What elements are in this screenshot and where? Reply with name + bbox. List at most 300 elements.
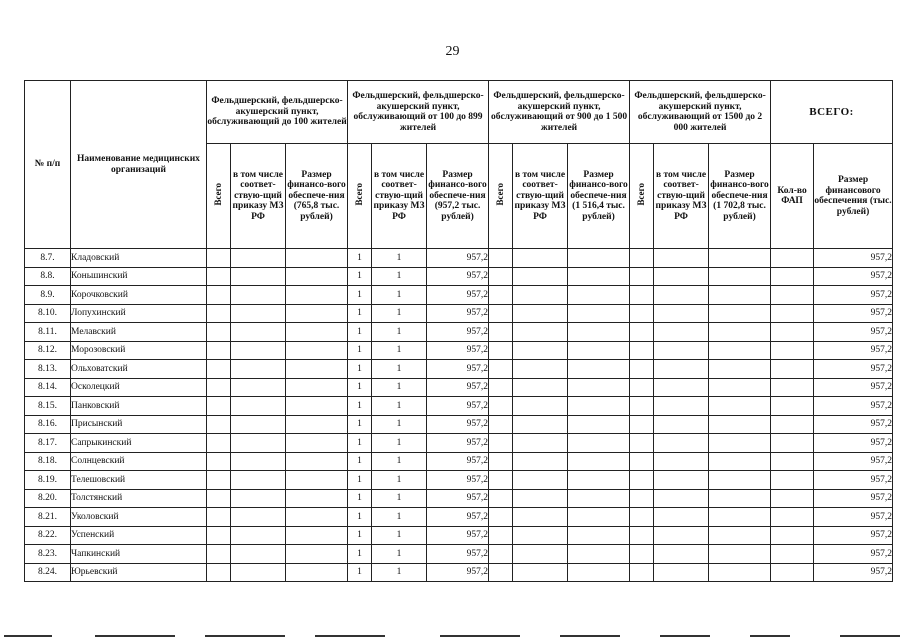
cell-org-name: Панковский <box>71 397 207 416</box>
cell-g1-total <box>207 452 231 471</box>
cell-g4-financing <box>709 415 771 434</box>
cell-g1-including <box>231 526 286 545</box>
cell-g1-total <box>207 378 231 397</box>
cell-g3-financing <box>568 545 630 564</box>
cell-g1-financing <box>286 452 348 471</box>
cell-g2-financing: 957,2 <box>427 286 489 305</box>
cell-g3-financing <box>568 267 630 286</box>
header-sub-financing-3: Размер финансо-вого обеспече-ния (1 516,4 тыс. рублей) <box>568 144 630 249</box>
cell-total-financing: 957,2 <box>814 341 893 360</box>
header-sub-including-3: в том числе соответ-ствую-щий приказу МЗ РФ <box>513 144 568 249</box>
cell-g1-including <box>231 341 286 360</box>
cell-g3-total <box>489 378 513 397</box>
cell-g3-financing <box>568 341 630 360</box>
cell-g4-including <box>654 267 709 286</box>
cell-g1-total <box>207 304 231 323</box>
cell-g3-including <box>513 545 568 564</box>
cell-g1-financing <box>286 360 348 379</box>
cell-total-financing: 957,2 <box>814 378 893 397</box>
cell-g3-including <box>513 471 568 490</box>
cell-g4-including <box>654 545 709 564</box>
cell-g4-total <box>630 415 654 434</box>
header-total-count: Кол-во ФАП <box>771 144 814 249</box>
cell-g1-total <box>207 341 231 360</box>
cell-g4-including <box>654 471 709 490</box>
header-sub-total-3: Всего <box>489 144 513 249</box>
cell-g3-financing <box>568 434 630 453</box>
cell-total-count <box>771 526 814 545</box>
cell-g3-financing <box>568 563 630 582</box>
cell-g2-financing: 957,2 <box>427 563 489 582</box>
cell-g4-including <box>654 341 709 360</box>
cell-org-name: Уколовский <box>71 508 207 527</box>
cell-g4-total <box>630 323 654 342</box>
footer-rule <box>205 635 285 637</box>
cell-g3-financing <box>568 397 630 416</box>
cell-g3-total <box>489 360 513 379</box>
cell-g2-total: 1 <box>348 267 372 286</box>
cell-g1-including <box>231 471 286 490</box>
cell-g2-including: 1 <box>372 397 427 416</box>
cell-g2-financing: 957,2 <box>427 378 489 397</box>
cell-row-number: 8.17. <box>25 434 71 453</box>
cell-org-name: Присынский <box>71 415 207 434</box>
cell-g1-including <box>231 563 286 582</box>
table-row <box>25 286 893 305</box>
cell-g4-financing <box>709 360 771 379</box>
header-org-name: Наименование медицинских организаций <box>71 81 207 249</box>
cell-g2-total: 1 <box>348 397 372 416</box>
cell-g2-total: 1 <box>348 360 372 379</box>
cell-g3-including <box>513 304 568 323</box>
cell-g3-total <box>489 563 513 582</box>
cell-total-count <box>771 471 814 490</box>
cell-g2-financing: 957,2 <box>427 360 489 379</box>
header-row-no: № п/п <box>25 81 71 249</box>
cell-g4-financing <box>709 434 771 453</box>
cell-total-count <box>771 304 814 323</box>
cell-row-number: 8.14. <box>25 378 71 397</box>
cell-total-financing: 957,2 <box>814 489 893 508</box>
cell-g2-financing: 957,2 <box>427 526 489 545</box>
cell-org-name: Коньшинский <box>71 267 207 286</box>
cell-g2-total: 1 <box>348 489 372 508</box>
cell-row-number: 8.7. <box>25 249 71 268</box>
cell-total-count <box>771 378 814 397</box>
cell-g1-financing <box>286 563 348 582</box>
cell-g2-including: 1 <box>372 471 427 490</box>
cell-g2-total: 1 <box>348 323 372 342</box>
cell-g3-including <box>513 249 568 268</box>
cell-total-count <box>771 286 814 305</box>
cell-org-name: Чапкинский <box>71 545 207 564</box>
cell-row-number: 8.22. <box>25 526 71 545</box>
cell-g1-including <box>231 267 286 286</box>
cell-g3-financing <box>568 249 630 268</box>
cell-total-count <box>771 508 814 527</box>
table-row <box>25 360 893 379</box>
cell-row-number: 8.8. <box>25 267 71 286</box>
cell-g2-including: 1 <box>372 489 427 508</box>
cell-g4-financing <box>709 545 771 564</box>
cell-g4-financing <box>709 286 771 305</box>
fap-financing-table <box>24 80 893 582</box>
table-row <box>25 452 893 471</box>
cell-g2-including: 1 <box>372 508 427 527</box>
cell-g3-financing <box>568 360 630 379</box>
cell-g1-financing <box>286 286 348 305</box>
cell-g1-financing <box>286 378 348 397</box>
cell-g4-including <box>654 526 709 545</box>
cell-g4-total <box>630 360 654 379</box>
cell-g4-financing <box>709 471 771 490</box>
cell-g3-including <box>513 508 568 527</box>
cell-g3-including <box>513 267 568 286</box>
cell-org-name: Корочковский <box>71 286 207 305</box>
cell-g4-including <box>654 397 709 416</box>
cell-total-count <box>771 563 814 582</box>
cell-g2-including: 1 <box>372 378 427 397</box>
cell-g1-total <box>207 563 231 582</box>
cell-g1-financing <box>286 434 348 453</box>
cell-g3-total <box>489 286 513 305</box>
cell-g1-total <box>207 323 231 342</box>
cell-g3-including <box>513 563 568 582</box>
cell-g4-financing <box>709 489 771 508</box>
header-group-4: Фельдшерский, фельдшерско-акушерский пункт, обслуживающий от 1500 до 2 000 жителей <box>630 81 771 144</box>
cell-g4-including <box>654 452 709 471</box>
cell-org-name: Кладовский <box>71 249 207 268</box>
cell-g2-total: 1 <box>348 471 372 490</box>
cell-g1-total <box>207 415 231 434</box>
cell-g1-financing <box>286 341 348 360</box>
cell-g2-including: 1 <box>372 563 427 582</box>
cell-g3-financing <box>568 526 630 545</box>
cell-g3-total <box>489 397 513 416</box>
cell-g3-financing <box>568 323 630 342</box>
cell-g3-including <box>513 323 568 342</box>
cell-org-name: Телешовский <box>71 471 207 490</box>
cell-total-financing: 957,2 <box>814 323 893 342</box>
cell-g2-including: 1 <box>372 526 427 545</box>
cell-g4-including <box>654 304 709 323</box>
cell-row-number: 8.20. <box>25 489 71 508</box>
cell-total-financing: 957,2 <box>814 434 893 453</box>
table-row <box>25 563 893 582</box>
cell-g1-financing <box>286 508 348 527</box>
cell-g3-including <box>513 434 568 453</box>
table-row <box>25 267 893 286</box>
cell-g1-including <box>231 452 286 471</box>
cell-g1-including <box>231 508 286 527</box>
cell-g4-total <box>630 563 654 582</box>
header-sub-financing-4: Размер финансо-вого обеспече-ния (1 702,8 тыс. рублей) <box>709 144 771 249</box>
cell-g4-financing <box>709 323 771 342</box>
cell-g3-including <box>513 360 568 379</box>
table-row <box>25 526 893 545</box>
header-sub-total-2: Всего <box>348 144 372 249</box>
footer-rule <box>95 635 175 637</box>
cell-g4-including <box>654 563 709 582</box>
cell-total-financing: 957,2 <box>814 452 893 471</box>
cell-row-number: 8.12. <box>25 341 71 360</box>
cell-g2-total: 1 <box>348 452 372 471</box>
cell-g4-total <box>630 434 654 453</box>
cell-g3-including <box>513 378 568 397</box>
header-group-1: Фельдшерский, фельдшерско-акушерский пункт, обслуживающий до 100 жителей <box>207 81 348 144</box>
cell-total-financing: 957,2 <box>814 267 893 286</box>
cell-g2-total: 1 <box>348 545 372 564</box>
cell-g3-financing <box>568 489 630 508</box>
header-sub-including-1: в том числе соответ-ствую-щий приказу МЗ РФ <box>231 144 286 249</box>
cell-g4-including <box>654 508 709 527</box>
header-sub-total-1: Всего <box>207 144 231 249</box>
cell-g4-including <box>654 415 709 434</box>
cell-total-financing: 957,2 <box>814 545 893 564</box>
cell-g2-financing: 957,2 <box>427 434 489 453</box>
cell-g2-total: 1 <box>348 304 372 323</box>
table-row <box>25 489 893 508</box>
cell-total-count <box>771 360 814 379</box>
cell-org-name: Сапрыкинский <box>71 434 207 453</box>
cell-g3-financing <box>568 415 630 434</box>
cell-row-number: 8.15. <box>25 397 71 416</box>
cell-g1-including <box>231 286 286 305</box>
cell-g3-total <box>489 267 513 286</box>
header-group-3: Фельдшерский, фельдшерско-акушерский пункт, обслуживающий от 900 до 1 500 жителей <box>489 81 630 144</box>
cell-total-count <box>771 397 814 416</box>
cell-g3-total <box>489 415 513 434</box>
cell-g4-total <box>630 304 654 323</box>
cell-org-name: Юрьевский <box>71 563 207 582</box>
cell-g3-financing <box>568 471 630 490</box>
cell-g1-total <box>207 526 231 545</box>
cell-total-count <box>771 415 814 434</box>
cell-g3-total <box>489 434 513 453</box>
cell-row-number: 8.19. <box>25 471 71 490</box>
cell-g3-total <box>489 452 513 471</box>
table-row <box>25 508 893 527</box>
cell-g2-financing: 957,2 <box>427 508 489 527</box>
footer-rule <box>560 635 620 637</box>
cell-org-name: Осколецкий <box>71 378 207 397</box>
cell-g4-total <box>630 286 654 305</box>
cell-g2-financing: 957,2 <box>427 323 489 342</box>
cell-g2-total: 1 <box>348 563 372 582</box>
cell-g4-total <box>630 545 654 564</box>
cell-total-count <box>771 341 814 360</box>
cell-row-number: 8.13. <box>25 360 71 379</box>
cell-g3-total <box>489 545 513 564</box>
cell-g3-including <box>513 397 568 416</box>
table-row <box>25 545 893 564</box>
cell-g4-financing <box>709 563 771 582</box>
cell-g4-total <box>630 341 654 360</box>
cell-g3-including <box>513 415 568 434</box>
table-row <box>25 471 893 490</box>
cell-g3-including <box>513 452 568 471</box>
cell-g1-total <box>207 249 231 268</box>
cell-row-number: 8.23. <box>25 545 71 564</box>
cell-g2-including: 1 <box>372 267 427 286</box>
cell-g3-total <box>489 341 513 360</box>
cell-g4-total <box>630 267 654 286</box>
cell-g1-financing <box>286 489 348 508</box>
cell-g4-including <box>654 360 709 379</box>
cell-g2-total: 1 <box>348 286 372 305</box>
cell-total-financing: 957,2 <box>814 304 893 323</box>
header-total-financing: Размер финансового обеспечения (тыс. рублей) <box>814 144 893 249</box>
cell-g2-including: 1 <box>372 415 427 434</box>
header-sub-including-2: в том числе соответ-ствую-щий приказу МЗ РФ <box>372 144 427 249</box>
cell-g3-financing <box>568 452 630 471</box>
footer-rule <box>315 635 385 637</box>
cell-g2-financing: 957,2 <box>427 489 489 508</box>
cell-g4-including <box>654 286 709 305</box>
cell-org-name: Солнцевский <box>71 452 207 471</box>
cell-g1-total <box>207 434 231 453</box>
table-row <box>25 397 893 416</box>
cell-g4-total <box>630 526 654 545</box>
header-sub-financing-1: Размер финансо-вого обеспече-ния (765,8 тыс. рублей) <box>286 144 348 249</box>
cell-g4-financing <box>709 508 771 527</box>
cell-total-count <box>771 267 814 286</box>
cell-g2-total: 1 <box>348 249 372 268</box>
cell-g1-financing <box>286 545 348 564</box>
footer-rule <box>4 635 52 637</box>
page-number: 29 <box>445 44 460 59</box>
cell-g2-total: 1 <box>348 434 372 453</box>
cell-org-name: Ольховатский <box>71 360 207 379</box>
cell-g1-including <box>231 378 286 397</box>
cell-g1-financing <box>286 415 348 434</box>
cell-g3-financing <box>568 304 630 323</box>
cell-g4-total <box>630 508 654 527</box>
cell-total-count <box>771 323 814 342</box>
cell-g2-financing: 957,2 <box>427 471 489 490</box>
cell-g2-financing: 957,2 <box>427 249 489 268</box>
cell-total-count <box>771 545 814 564</box>
cell-g3-total <box>489 323 513 342</box>
cell-g4-financing <box>709 526 771 545</box>
cell-total-financing: 957,2 <box>814 471 893 490</box>
cell-g2-including: 1 <box>372 360 427 379</box>
cell-g2-including: 1 <box>372 323 427 342</box>
cell-g2-total: 1 <box>348 526 372 545</box>
cell-g4-financing <box>709 267 771 286</box>
cell-g1-including <box>231 545 286 564</box>
table-row <box>25 378 893 397</box>
cell-total-financing: 957,2 <box>814 415 893 434</box>
header-group-2: Фельдшерский, фельдшерско-акушерский пункт, обслуживающий от 100 до 899 жителей <box>348 81 489 144</box>
cell-row-number: 8.9. <box>25 286 71 305</box>
cell-total-count <box>771 249 814 268</box>
cell-g1-total <box>207 545 231 564</box>
cell-g4-financing <box>709 304 771 323</box>
cell-g1-financing <box>286 323 348 342</box>
cell-g1-total <box>207 286 231 305</box>
cell-g2-total: 1 <box>348 508 372 527</box>
cell-g3-including <box>513 489 568 508</box>
cell-g1-including <box>231 360 286 379</box>
cell-g4-including <box>654 434 709 453</box>
header-sub-financing-2: Размер финансо-вого обеспече-ния (957,2 тыс. рублей) <box>427 144 489 249</box>
cell-g3-including <box>513 286 568 305</box>
cell-g1-including <box>231 489 286 508</box>
cell-g1-including <box>231 434 286 453</box>
cell-g1-including <box>231 249 286 268</box>
cell-row-number: 8.24. <box>25 563 71 582</box>
cell-g2-financing: 957,2 <box>427 341 489 360</box>
cell-g2-including: 1 <box>372 434 427 453</box>
cell-org-name: Мелавский <box>71 323 207 342</box>
cell-total-financing: 957,2 <box>814 526 893 545</box>
cell-g4-financing <box>709 378 771 397</box>
cell-g1-financing <box>286 267 348 286</box>
cell-g2-financing: 957,2 <box>427 397 489 416</box>
footer-rule <box>840 635 900 637</box>
cell-g4-total <box>630 452 654 471</box>
cell-g1-financing <box>286 249 348 268</box>
cell-g2-including: 1 <box>372 452 427 471</box>
table-row <box>25 434 893 453</box>
footer-rule <box>750 635 790 637</box>
footer-rule <box>660 635 710 637</box>
cell-g1-including <box>231 304 286 323</box>
cell-g4-including <box>654 323 709 342</box>
cell-org-name: Толстянский <box>71 489 207 508</box>
cell-g3-total <box>489 508 513 527</box>
cell-g4-total <box>630 378 654 397</box>
cell-g2-including: 1 <box>372 249 427 268</box>
cell-g1-including <box>231 415 286 434</box>
cell-g1-total <box>207 508 231 527</box>
table-body <box>25 249 893 582</box>
cell-g2-including: 1 <box>372 341 427 360</box>
cell-row-number: 8.11. <box>25 323 71 342</box>
cell-g3-total <box>489 526 513 545</box>
table-row <box>25 415 893 434</box>
cell-total-financing: 957,2 <box>814 360 893 379</box>
cell-g2-including: 1 <box>372 304 427 323</box>
cell-total-count <box>771 434 814 453</box>
cell-g2-financing: 957,2 <box>427 267 489 286</box>
cell-g2-financing: 957,2 <box>427 452 489 471</box>
cell-g3-financing <box>568 378 630 397</box>
cell-total-financing: 957,2 <box>814 508 893 527</box>
cell-g1-total <box>207 489 231 508</box>
cell-g2-total: 1 <box>348 378 372 397</box>
header-sub-including-4: в том числе соответ-ствую-щий приказу МЗ РФ <box>654 144 709 249</box>
cell-row-number: 8.18. <box>25 452 71 471</box>
cell-g3-total <box>489 304 513 323</box>
cell-row-number: 8.10. <box>25 304 71 323</box>
cell-g1-including <box>231 323 286 342</box>
cell-total-financing: 957,2 <box>814 249 893 268</box>
table-row <box>25 304 893 323</box>
cell-g4-including <box>654 378 709 397</box>
cell-g1-total <box>207 471 231 490</box>
cell-g2-financing: 957,2 <box>427 545 489 564</box>
cell-g4-total <box>630 397 654 416</box>
table-row <box>25 249 893 268</box>
cell-g4-financing <box>709 397 771 416</box>
cell-g4-total <box>630 471 654 490</box>
cell-g2-including: 1 <box>372 545 427 564</box>
table-row <box>25 341 893 360</box>
cell-g2-total: 1 <box>348 341 372 360</box>
cell-g4-including <box>654 489 709 508</box>
